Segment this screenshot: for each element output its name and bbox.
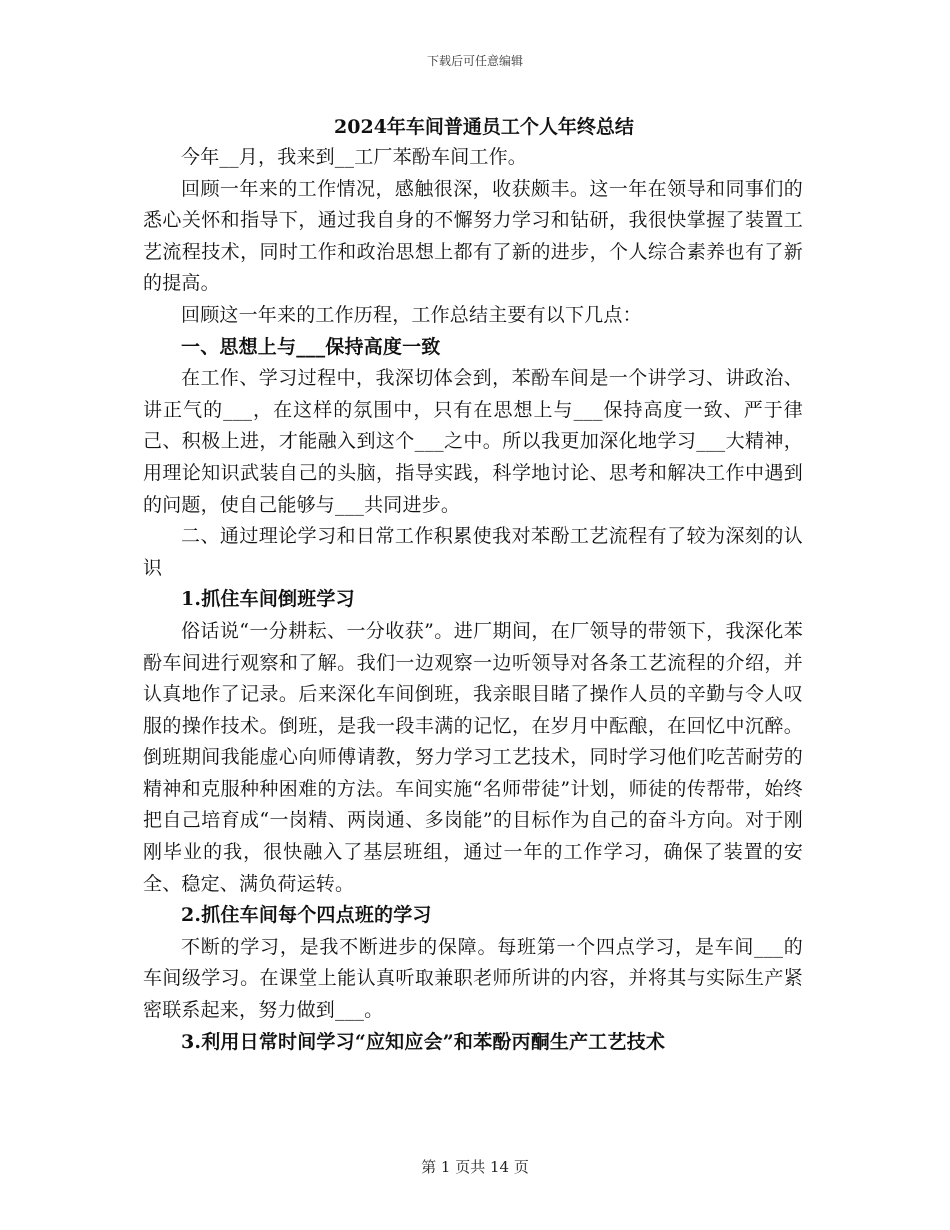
subsection-heading-1: 1.抓住车间倒班学习	[181, 588, 355, 611]
paragraph-review: 回顾一年来的工作情况，感触很深，收获颇丰。这一年在领导和同事们的悉心关怀和指导下，通过我自身的不懈努力学习和钻研，我很快掌握了装置工艺流程技术，同时工作和政治思想上都有了新的进步，个人综合素养也有了新的提高。	[143, 177, 803, 295]
document-title: 2024年车间普通员工个人年终总结	[334, 116, 634, 138]
section-heading-2: 二、通过理论学习和日常工作积累使我对苯酚工艺流程有了较为深刻的认识	[143, 525, 803, 579]
header-note: 下载后可任意编辑	[426, 54, 523, 68]
paragraph-section-1: 在工作、学习过程中，我深切体会到，苯酚车间是一个讲学习、讲政治、讲正气的___，在这样的氛围中，只有在思想上与___保持高度一致、严于律己、积极上进，才能融入到这个___之中。所以我更加深化地学习___大精神，用理论知识武装自己的头脑，指导实践，科学地讨论、思考和解决工作中遇到的问题，使自己能够与___共同进步。	[143, 367, 803, 516]
subsection-heading-2: 2.抓住车间每个四点班的学习	[181, 904, 432, 927]
document-body	[143, 112, 803, 1058]
paragraph-summary-lead: 回顾这一年来的工作历程，工作总结主要有以下几点：	[181, 303, 642, 326]
paragraph-subsection-1: 俗话说“一分耕耘、一分收获”。进厂期间，在厂领导的带领下，我深化苯酚车间进行观察和了解。我们一边观察一边听领导对各条工艺流程的介绍，并认真地作了记录。后来深化车间倒班，我亲眼目睹了操作人员的辛勤与令人叹服的操作技术。倒班，是我一段丰满的记忆，在岁月中酝酿，在回忆中沉醉。倒班期间我能虚心向师傅请教，努力学习工艺技术，同时学习他们吃苦耐劳的精神和克服种种困难的方法。车间实施“名师带徒”计划，师徒的传帮带，始终把自己培育成“一岗精、两岗通、多岗能”的目标作为自己的奋斗方向。对于刚刚毕业的我，很快融入了基层班组，通过一年的工作学习，确保了装置的安全、稳定、满负荷运转。	[143, 619, 803, 895]
paragraph-subsection-2: 不断的学习，是我不断进步的保障。每班第一个四点学习，是车间___的车间级学习。在课堂上能认真听取兼职老师所讲的内容，并将其与实际生产紧密联系起来，努力做到___。	[143, 935, 803, 1022]
section-heading-1: 一、思想上与___保持高度一致	[181, 335, 441, 358]
page-number: 第 1 页共 14 页	[421, 1158, 529, 1176]
subsection-heading-3: 3.利用日常时间学习“应知应会”和苯酚丙酮生产工艺技术	[181, 1030, 666, 1053]
paragraph-intro: 今年__月，我来到__工厂苯酚车间工作。	[181, 146, 528, 168]
